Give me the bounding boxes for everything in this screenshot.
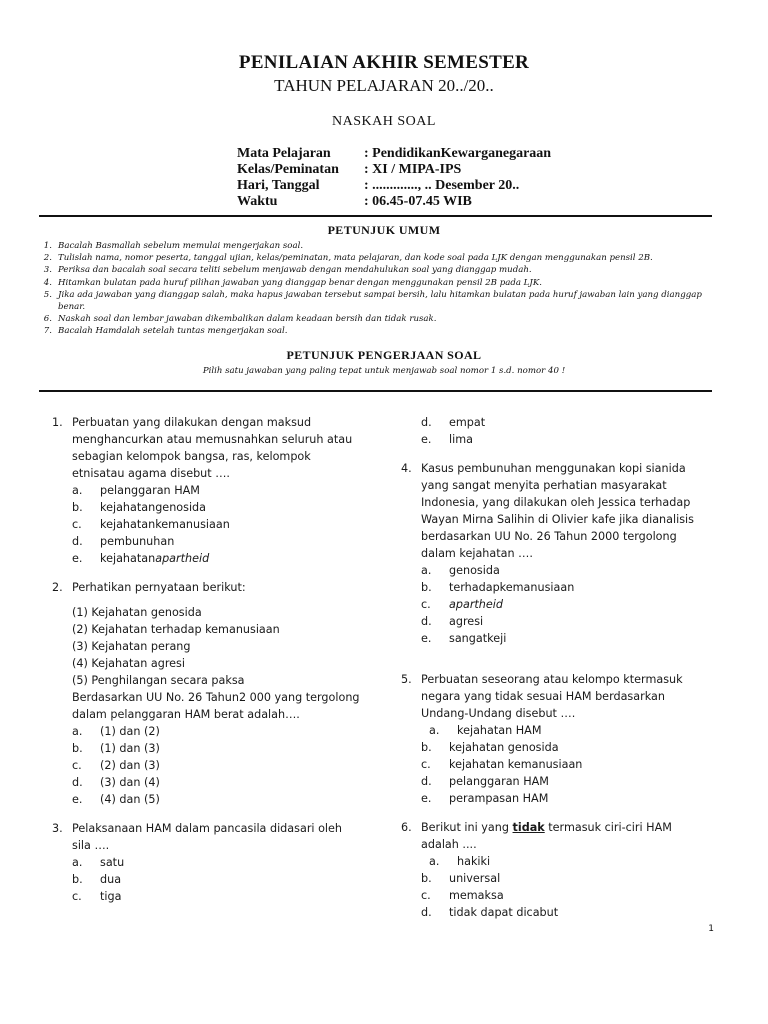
- option-text: kejahatangenosida: [100, 501, 207, 514]
- question-line: [421, 819, 713, 836]
- question-line: etnisatau agama disebut ….: [72, 467, 230, 480]
- option-letter: d.: [421, 416, 432, 429]
- option-text: (2) dan (3): [100, 759, 160, 772]
- option-c[interactable]: [72, 757, 372, 774]
- question-line: negara yang tidak sesuai HAM berdasarkan: [421, 690, 665, 703]
- option-letter: e.: [72, 552, 83, 565]
- option-letter: b.: [421, 581, 432, 594]
- question-number: 3.: [52, 822, 63, 835]
- option-text: kejahatan HAM: [457, 724, 542, 737]
- option-c[interactable]: [72, 516, 372, 533]
- work-instructions-subtitle: Pilih satu jawaban yang paling tepat untuk menjawab soal nomor 1 s.d. nomor 40 !: [202, 366, 566, 376]
- question-line: menghancurkan atau memusnahkan seluruh atau: [72, 433, 353, 446]
- option-text: (1) dan (3): [100, 742, 160, 755]
- option-e[interactable]: [421, 790, 713, 807]
- option-text: genosida: [449, 564, 500, 577]
- meta-label: Hari, Tanggal: [237, 178, 320, 193]
- option-a[interactable]: [421, 562, 713, 579]
- option-text: agresi: [449, 615, 484, 628]
- question-number: 5.: [401, 673, 412, 686]
- right-column: [401, 414, 713, 921]
- option-letter: e.: [421, 792, 432, 805]
- option-c[interactable]: [421, 756, 713, 773]
- instruction-number: 4.: [43, 277, 52, 288]
- option-e[interactable]: [72, 550, 372, 567]
- option-letter: d.: [421, 615, 432, 628]
- question-line: sebagian kelompok bangsa, ras, kelompok: [72, 450, 311, 463]
- divider: [39, 215, 712, 217]
- option-d[interactable]: [72, 774, 372, 791]
- option-b[interactable]: [72, 499, 372, 516]
- instruction-text: Jika ada jawaban yang dianggap salah, maka hapus jawaban tersebut sampai bersih, lalu hitamkan bulatan pada huruf jawaban lain yang dianggap benar.: [58, 289, 702, 313]
- exam-title: PENILAIAN AKHIR SEMESTER: [238, 52, 530, 73]
- option-c[interactable]: [421, 596, 713, 613]
- instruction-text: Bacalah Hamdalah setelah tuntas mengerjakan soal.: [58, 326, 288, 337]
- question-3: [52, 820, 372, 905]
- meta-label: Waktu: [237, 194, 278, 209]
- option-d[interactable]: [421, 773, 713, 790]
- option-b[interactable]: [72, 740, 372, 757]
- question-line: adalah ....: [421, 838, 477, 851]
- question-line: yang sangat menyita perhatian masyarakat: [421, 479, 667, 492]
- instruction-number: 6.: [43, 314, 52, 325]
- question-2: [52, 579, 372, 808]
- meta-time: [237, 194, 551, 210]
- question-1: [52, 414, 372, 567]
- option-letter: a.: [72, 725, 83, 738]
- option-letter: b.: [421, 872, 432, 885]
- question-line: Perbuatan seseorang atau kelompo ktermasuk: [421, 673, 683, 686]
- question-line: dalam pelanggaran HAM berat adalah….: [72, 708, 300, 721]
- option-text: universal: [449, 872, 501, 885]
- question-number: 6.: [401, 821, 412, 834]
- general-instructions-heading: PETUNJUK UMUM: [327, 223, 441, 237]
- question-line: Kasus pembunuhan menggunakan kopi sianida: [421, 462, 686, 475]
- option-text: hakiki: [457, 855, 491, 868]
- option-text: perampasan HAM: [449, 792, 549, 805]
- question-number: 1.: [52, 416, 63, 429]
- instruction-number: 2.: [43, 253, 52, 264]
- option-letter: c.: [421, 758, 431, 771]
- option-text: dua: [100, 873, 122, 886]
- option-d[interactable]: [421, 414, 713, 431]
- instruction-text: Periksa dan bacalah soal secara teliti sebelum menjawab dengan mendahulukan soal yang dianggap mudah.: [58, 265, 532, 276]
- option-b[interactable]: [72, 871, 372, 888]
- option-text: pembunuhan: [100, 535, 175, 548]
- instruction-text: Hitamkan bulatan pada huruf pilihan jawaban yang dianggap benar dengan menggunakan pensil 2B pada LJK.: [58, 277, 542, 288]
- option-text: tidak dapat dicabut: [449, 906, 559, 919]
- option-b[interactable]: [421, 579, 713, 596]
- option-letter: b.: [421, 741, 432, 754]
- meta-class: [237, 162, 551, 178]
- option-text: kejahatan kemanusiaan: [449, 758, 583, 771]
- meta-label: Kelas/Peminatan: [237, 162, 339, 177]
- question-number: 4.: [401, 462, 412, 475]
- option-text: pelanggaran HAM: [100, 484, 200, 497]
- question-line: Wayan Mirna Salihin di Olivier kafe jika dianalisis: [421, 513, 694, 526]
- statement-item: (2) Kejahatan terhadap kemanusiaan: [72, 623, 280, 636]
- option-letter: a.: [429, 855, 440, 868]
- meta-label: Mata Pelajaran: [237, 146, 331, 161]
- option-text: apartheid: [449, 598, 503, 611]
- option-b[interactable]: [421, 739, 713, 756]
- option-letter: c.: [421, 889, 431, 902]
- option-text: pelanggaran HAM: [449, 775, 549, 788]
- statement-item: (3) Kejahatan perang: [72, 640, 191, 653]
- option-text: empat: [449, 416, 486, 429]
- question-text-part: Berikut ini yang: [421, 821, 513, 834]
- instruction-item: [43, 277, 708, 289]
- option-letter: b.: [72, 501, 83, 514]
- meta-value: : XI / MIPA-IPS: [364, 162, 462, 177]
- question-4: [401, 460, 713, 647]
- exam-meta: [237, 146, 551, 210]
- option-text: tiga: [100, 890, 122, 903]
- question-number: 2.: [52, 581, 63, 594]
- option-letter: d.: [72, 535, 83, 548]
- document-type: NASKAH SOAL: [332, 114, 436, 129]
- divider: [39, 390, 712, 392]
- question-line: Indonesia, yang dilakukan oleh Jessica terhadap: [421, 496, 691, 509]
- option-text: kejahatan: [100, 552, 156, 565]
- question-emphasis: tidak: [512, 821, 545, 834]
- statement-item: (5) Penghilangan secara paksa: [72, 674, 245, 687]
- option-text: (3) dan (4): [100, 776, 160, 789]
- option-letter: e.: [72, 793, 83, 806]
- option-d[interactable]: [421, 613, 713, 630]
- instruction-text: Bacalah Basmallah sebelum memulai mengerjakan soal.: [58, 241, 304, 251]
- option-a[interactable]: [72, 723, 372, 740]
- option-letter: d.: [421, 775, 432, 788]
- option-e[interactable]: [72, 791, 372, 808]
- meta-date: [237, 178, 551, 194]
- instruction-number: 5.: [43, 289, 52, 300]
- work-instructions-heading: PETUNJUK PENGERJAAN SOAL: [286, 348, 482, 362]
- option-a[interactable]: [421, 722, 713, 739]
- option-letter: c.: [421, 598, 431, 611]
- question-text: Perhatikan pernyataan berikut:: [72, 581, 246, 594]
- option-letter: a.: [421, 564, 432, 577]
- meta-subject: [237, 146, 551, 162]
- question-line: berdasarkan UU No. 26 Tahun 2000 tergolong: [421, 530, 677, 543]
- option-a[interactable]: [421, 853, 713, 870]
- option-letter: b.: [72, 742, 83, 755]
- option-letter: a.: [72, 484, 83, 497]
- option-letter: d.: [421, 906, 432, 919]
- instruction-item: [43, 313, 708, 325]
- question-line: sila ….: [72, 839, 110, 852]
- question-text-part: termasuk ciri-ciri HAM: [544, 821, 672, 834]
- meta-value: : ............., .. Desember 20..: [364, 178, 520, 193]
- option-text: kejahatankemanusiaan: [100, 518, 230, 531]
- meta-value: : 06.45-07.45 WIB: [364, 194, 472, 209]
- question-text: [72, 414, 372, 482]
- instruction-item: [43, 240, 708, 252]
- general-instructions-list: [43, 240, 708, 338]
- option-letter: c.: [72, 890, 82, 903]
- option-letter: e.: [421, 433, 432, 446]
- option-c[interactable]: [421, 887, 713, 904]
- option-d[interactable]: [72, 533, 372, 550]
- question-3-continued: [401, 414, 713, 448]
- option-text: sangatkeji: [449, 632, 507, 645]
- page-number: 1: [708, 924, 714, 934]
- question-line: Undang-Undang disebut ….: [421, 707, 576, 720]
- question-line: Pelaksanaan HAM dalam pancasila didasari oleh: [72, 822, 343, 835]
- question-5: [401, 671, 713, 807]
- option-letter: c.: [72, 759, 82, 772]
- option-d[interactable]: [421, 904, 713, 921]
- option-letter: d.: [72, 776, 83, 789]
- question-line: Perbuatan yang dilakukan dengan maksud: [72, 416, 312, 429]
- option-letter: b.: [72, 873, 83, 886]
- instruction-number: 3.: [43, 265, 52, 276]
- option-letter: c.: [72, 518, 82, 531]
- instruction-text: Tulislah nama, nomor peserta, tanggal ujian, kelas/peminatan, mata pelajaran, dan kode soal pada LJK dengan menggunakan pensil 2B.: [58, 253, 653, 264]
- statement-item: (4) Kejahatan agresi: [72, 657, 185, 670]
- meta-value: : PendidikanKewarganegaraan: [364, 146, 552, 161]
- option-text: (1) dan (2): [100, 725, 160, 738]
- instruction-item: [43, 289, 708, 313]
- option-text: terhadapkemanusiaan: [449, 581, 575, 594]
- instruction-number: 1.: [43, 241, 52, 251]
- statement-item: (1) Kejahatan genosida: [72, 606, 202, 619]
- option-e[interactable]: [421, 431, 713, 448]
- question-line: dalam kejahatan ….: [421, 547, 533, 560]
- option-text: (4) dan (5): [100, 793, 160, 806]
- option-e[interactable]: [421, 630, 713, 647]
- instruction-item: [43, 252, 708, 264]
- question-6: [401, 819, 713, 921]
- option-text: lima: [449, 433, 473, 446]
- instruction-text: Naskah soal dan lembar jawaban dikembalikan dalam keadaan bersih dan tidak rusak.: [58, 314, 437, 325]
- option-text-italic: apartheid: [155, 552, 210, 565]
- instruction-number: 7.: [43, 326, 52, 337]
- instruction-item: [43, 264, 708, 276]
- question-line: Berdasarkan UU No. 26 Tahun2 000 yang tergolong: [72, 691, 360, 704]
- option-text: kejahatan genosida: [449, 741, 559, 754]
- option-text: satu: [100, 856, 125, 869]
- instruction-item: [43, 325, 708, 337]
- option-c[interactable]: [72, 888, 372, 905]
- option-a[interactable]: [72, 854, 372, 871]
- academic-year: TAHUN PELAJARAN 20../20..: [274, 76, 494, 95]
- left-column: [52, 414, 372, 905]
- option-letter: a.: [429, 724, 440, 737]
- option-b[interactable]: [421, 870, 713, 887]
- option-text: memaksa: [449, 889, 504, 902]
- option-a[interactable]: [72, 482, 372, 499]
- option-letter: e.: [421, 632, 432, 645]
- option-letter: a.: [72, 856, 83, 869]
